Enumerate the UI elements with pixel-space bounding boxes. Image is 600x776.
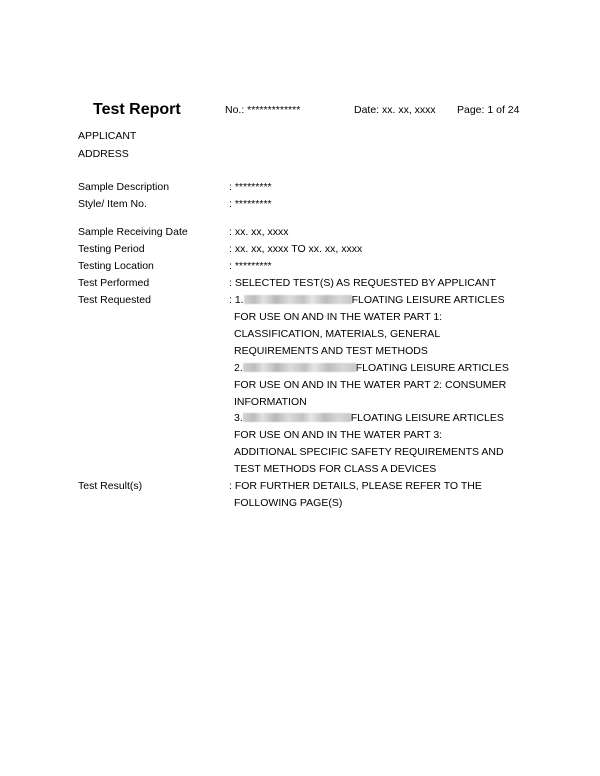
report-number: No.: ************* [225,104,301,116]
item-3-prefix: 3. [234,412,243,424]
style-item-value: : ********* [229,198,272,210]
redacted-standard-2 [243,363,356,372]
item-1-suffix: FLOATING LEISURE ARTICLES [351,294,505,306]
report-date: Date: xx. xx, xxxx [354,104,436,116]
test-requested-line: ADDITIONAL SPECIFIC SAFETY REQUIREMENTS AND [234,446,504,458]
testing-location-value: : ********* [229,260,272,272]
test-requested-item-3 [234,412,504,424]
sample-description-label: Sample Description [78,181,170,193]
test-performed-label: Test Performed [78,277,150,289]
test-requested-line: FOR USE ON AND IN THE WATER PART 3: [234,429,443,441]
test-results-line-2: FOLLOWING PAGE(S) [234,497,343,509]
redacted-standard-1 [244,295,352,304]
test-performed-value: : SELECTED TEST(S) AS REQUESTED BY APPLICANT [229,277,496,289]
item-3-suffix: FLOATING LEISURE ARTICLES [350,412,504,424]
test-requested-label: Test Requested [78,294,151,306]
testing-location-label: Testing Location [78,260,154,272]
address-label: ADDRESS [78,148,129,160]
test-requested-item-1 [229,294,505,306]
sample-description-value: : ********* [229,181,272,193]
item-2-prefix: 2. [234,362,243,374]
applicant-label: APPLICANT [78,130,137,142]
test-results-line-1: : FOR FURTHER DETAILS, PLEASE REFER TO THE [229,480,482,492]
receiving-date-value: : xx. xx, xxxx [229,226,289,238]
test-requested-line: CLASSIFICATION, MATERIALS, GENERAL [234,328,441,340]
test-requested-item-2 [234,362,509,374]
test-results-label: Test Result(s) [78,480,143,492]
report-title: Test Report [93,101,181,118]
test-requested-line: TEST METHODS FOR CLASS A DEVICES [234,463,437,475]
redacted-standard-3 [243,413,351,422]
style-item-label: Style/ Item No. [78,198,147,210]
page-indicator: Page: 1 of 24 [457,104,520,116]
testing-period-label: Testing Period [78,243,145,255]
receiving-date-label: Sample Receiving Date [78,226,188,238]
item-2-suffix: FLOATING LEISURE ARTICLES [355,362,509,374]
test-requested-line: FOR USE ON AND IN THE WATER PART 2: CONSUMER [234,379,507,391]
item-1-prefix: : 1. [229,294,244,306]
test-requested-line: FOR USE ON AND IN THE WATER PART 1: [234,311,443,323]
testing-period-value: : xx. xx, xxxx TO xx. xx, xxxx [229,243,363,255]
test-requested-line: REQUIREMENTS AND TEST METHODS [234,345,428,357]
test-requested-line: INFORMATION [234,396,307,408]
